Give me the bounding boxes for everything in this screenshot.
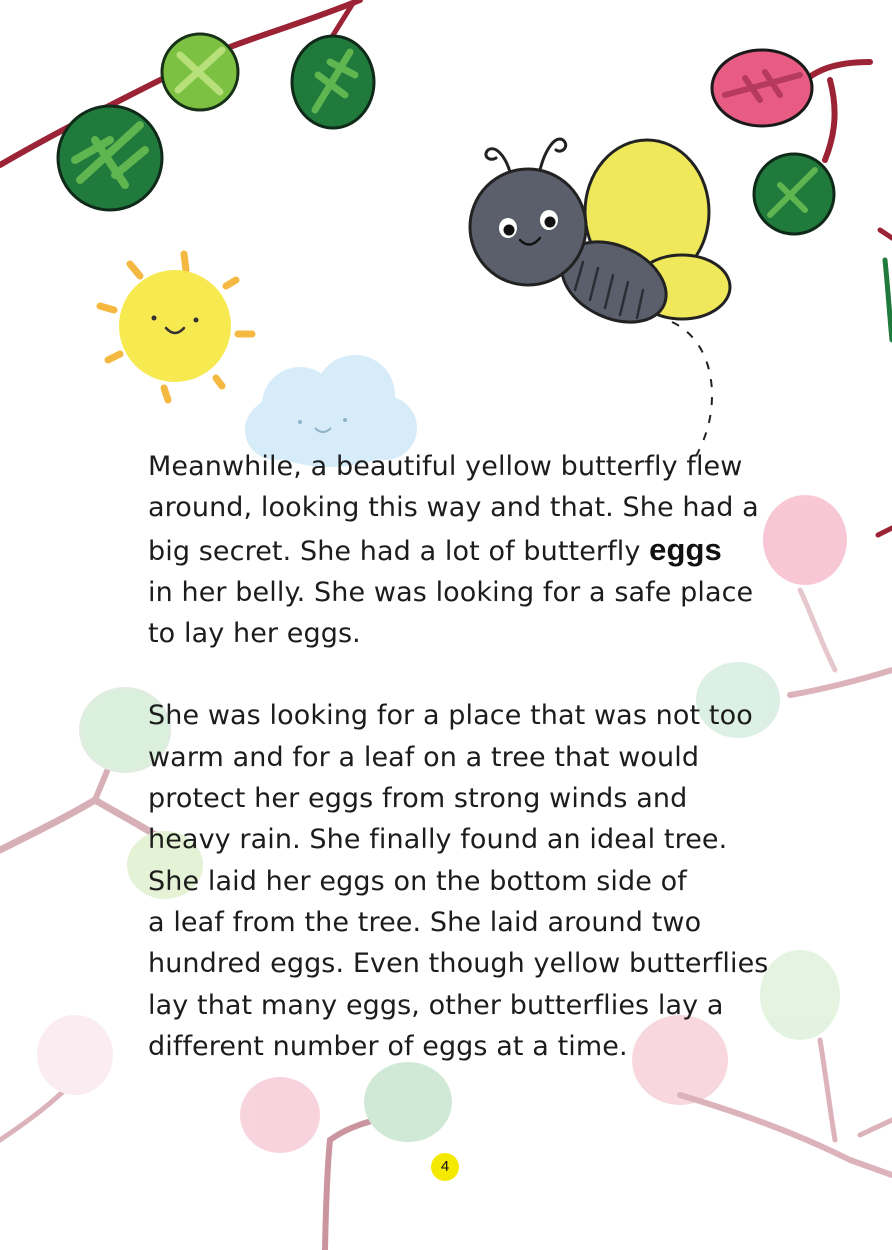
leaf-icon [712,50,812,126]
leaf-icon [162,34,238,110]
text-line: She was looking for a place that was not too [148,700,753,732]
text-line: a leaf from the tree. She laid around two [148,906,702,938]
text-line: to lay her eggs. [148,618,361,650]
highlighted-keyword: eggs [649,531,722,567]
text-line: around, looking this way and that. She had a [148,492,759,524]
sun-icon [100,254,252,400]
text-line [148,529,748,572]
leaf-icon [240,1077,320,1153]
page-number-badge: 4 [431,1153,459,1181]
text-line: warm and for a leaf on a tree that would [148,741,700,773]
text-line: hundred eggs. Even though yellow butterflies [148,948,769,980]
butterfly-icon [470,139,730,458]
text-segment: big secret. She had a lot of butterfly [148,535,650,567]
text-line: She laid her eggs on the bottom side of [148,865,687,897]
text-line: lay that many eggs, other butterflies lay a [148,989,724,1021]
leaf-icon [760,950,840,1040]
text-line: different number of eggs at a time. [148,1030,628,1062]
leaf-icon [292,36,374,128]
leaf-icon [763,495,847,585]
text-line: heavy rain. She finally found an ideal tree. [148,824,728,856]
leaf-icon [58,106,162,210]
leaf-icon [37,1015,113,1095]
branch-top-left [0,0,374,210]
story-paragraph [148,446,759,654]
leaf-icon [364,1062,452,1142]
text-line: in her belly. She was looking for a safe place [148,576,754,608]
text-line: protect her eggs from strong winds and [148,783,688,815]
text-line: Meanwhile, a beautiful yellow butterfly flew [148,451,743,482]
leaf-icon [754,154,834,234]
story-paragraph [148,695,769,1067]
story-text [148,446,769,1067]
